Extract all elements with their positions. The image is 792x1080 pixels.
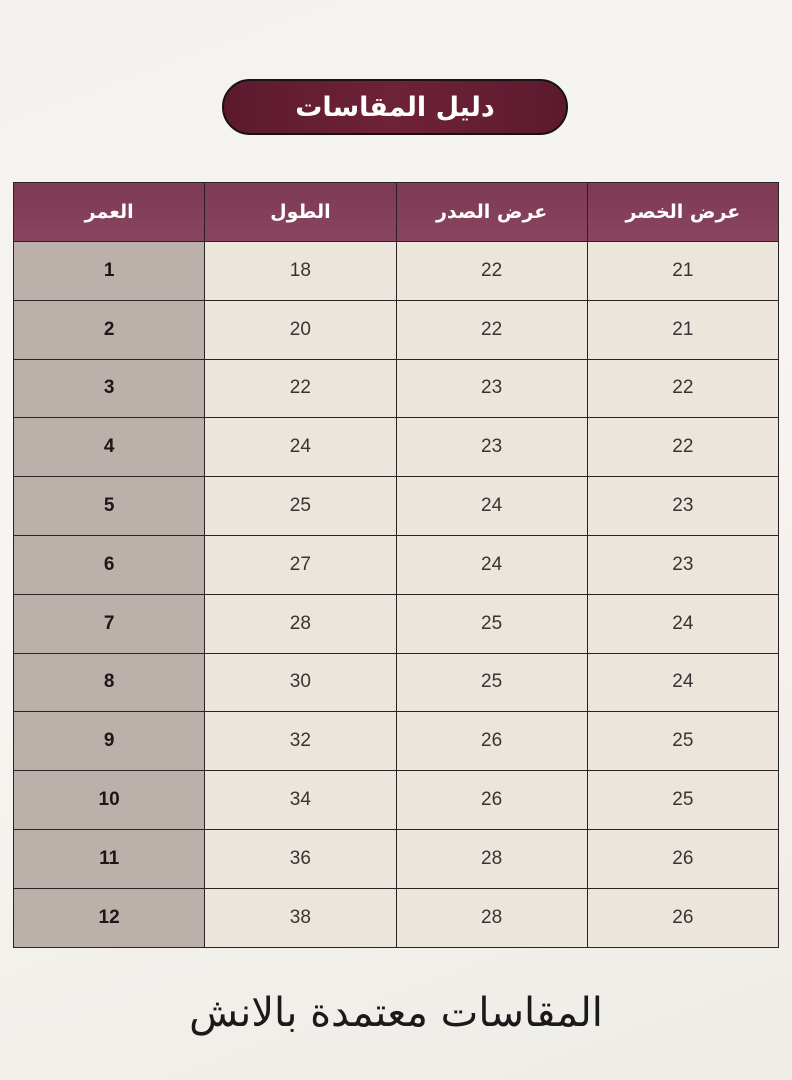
cell-chest: 25 [396,594,587,653]
cell-age: 5 [14,477,205,536]
cell-waist: 26 [587,829,778,888]
cell-age: 8 [14,653,205,712]
table-row [14,477,779,536]
cell-age: 12 [14,888,205,947]
cell-chest: 22 [396,242,587,301]
cell-chest: 28 [396,888,587,947]
cell-length: 22 [205,359,396,418]
cell-length: 30 [205,653,396,712]
cell-chest: 23 [396,418,587,477]
cell-waist: 25 [587,771,778,830]
table-header-row [14,183,779,242]
cell-chest: 25 [396,653,587,712]
cell-length: 28 [205,594,396,653]
table-row [14,888,779,947]
cell-length: 32 [205,712,396,771]
cell-length: 34 [205,771,396,830]
header-age: العمر [14,183,205,242]
cell-chest: 22 [396,300,587,359]
cell-chest: 28 [396,829,587,888]
cell-chest: 23 [396,359,587,418]
table-body [14,242,779,948]
cell-chest: 26 [396,771,587,830]
cell-age: 11 [14,829,205,888]
cell-waist: 24 [587,594,778,653]
cell-waist: 26 [587,888,778,947]
cell-length: 24 [205,418,396,477]
cell-length: 18 [205,242,396,301]
footer-note: المقاسات معتمدة بالانش [189,990,603,1036]
table-row [14,242,779,301]
cell-length: 36 [205,829,396,888]
table-row [14,300,779,359]
table-row [14,418,779,477]
table-row [14,535,779,594]
header-chest: عرض الصدر [396,183,587,242]
cell-chest: 24 [396,477,587,536]
cell-chest: 26 [396,712,587,771]
table-row [14,594,779,653]
cell-length: 27 [205,535,396,594]
cell-waist: 25 [587,712,778,771]
cell-age: 10 [14,771,205,830]
size-table [13,182,779,948]
table-row [14,653,779,712]
cell-age: 2 [14,300,205,359]
cell-waist: 22 [587,359,778,418]
cell-waist: 22 [587,418,778,477]
cell-length: 20 [205,300,396,359]
cell-age: 1 [14,242,205,301]
cell-age: 9 [14,712,205,771]
cell-waist: 21 [587,300,778,359]
table-row [14,829,779,888]
cell-chest: 24 [396,535,587,594]
cell-age: 3 [14,359,205,418]
table-row [14,359,779,418]
cell-waist: 21 [587,242,778,301]
cell-waist: 24 [587,653,778,712]
cell-age: 6 [14,535,205,594]
cell-waist: 23 [587,477,778,536]
cell-waist: 23 [587,535,778,594]
page-title: دليل المقاسات [222,79,568,135]
cell-length: 38 [205,888,396,947]
cell-length: 25 [205,477,396,536]
header-length: الطول [205,183,396,242]
cell-age: 4 [14,418,205,477]
header-waist: عرض الخصر [587,183,778,242]
table-row [14,712,779,771]
cell-age: 7 [14,594,205,653]
table-row [14,771,779,830]
